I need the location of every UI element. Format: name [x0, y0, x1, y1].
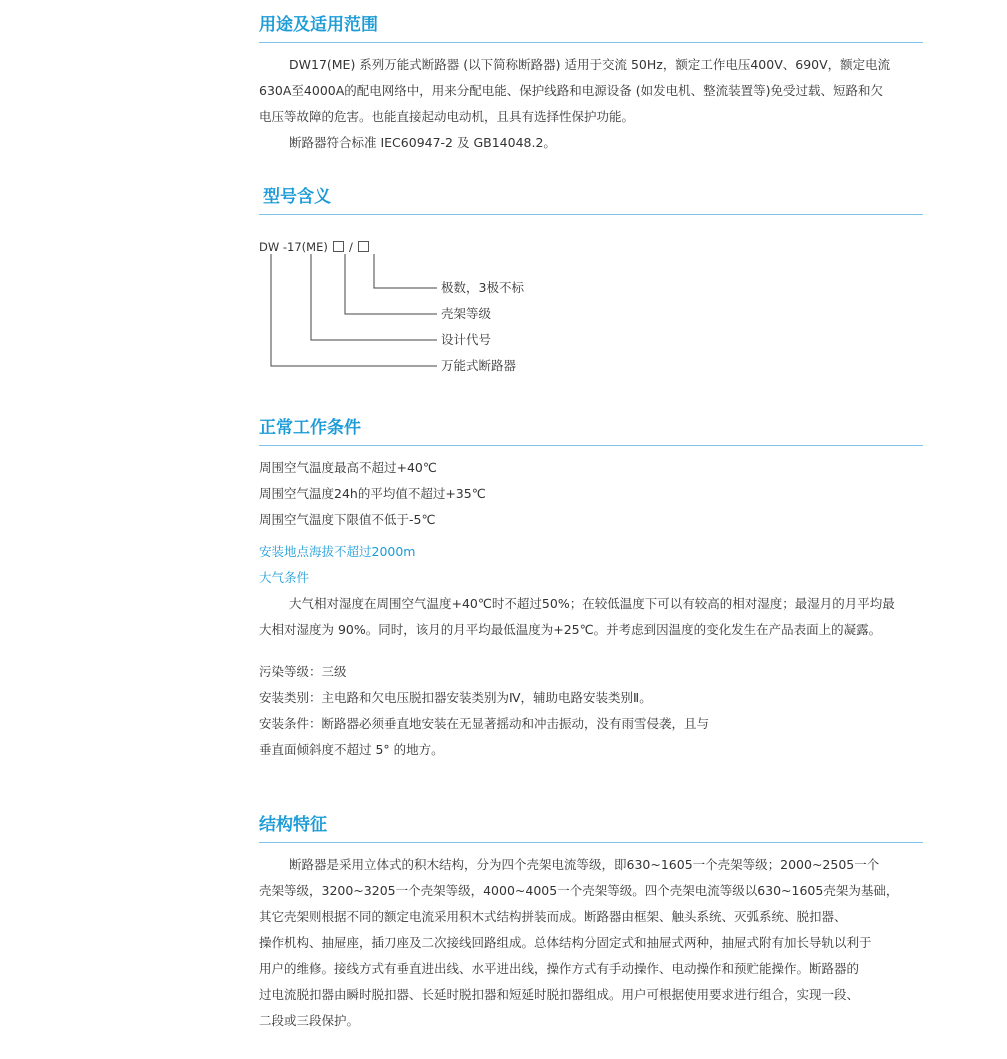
model-label-universal-breaker: 万能式断路器 — [441, 358, 517, 373]
temp-min: 周围空气温度下限值不低于-5℃ — [259, 512, 436, 527]
structure-line: 操作机构、抽屉座，插刀座及二次接线回路组成。总体结构分固定式和抽屉式两种，抽屉式附有加长导轨以利于 — [259, 935, 872, 950]
install-condition-line: 垂直面倾斜度不超过 5° 的地方。 — [259, 742, 444, 757]
divider — [259, 445, 923, 446]
structure-line: 其它壳架则根据不同的额定电流采用积木式结构拼装而成。断路器由框架、触头系统、灭弧系统、脱扣器、 — [259, 909, 847, 924]
divider — [259, 214, 923, 215]
structure-line: 过电流脱扣器由瞬时脱扣器、长延时脱扣器和短延时脱扣器组成。用户可根据使用要求进行组合，实现一段、 — [259, 987, 860, 1002]
atmosphere-line: 大相对湿度为 90%。同时，该月的月平均最低温度为+25℃。并考虑到因温度的变化发生在产品表面上的凝露。 — [259, 622, 882, 637]
install-condition-line: 安装条件：断路器必须垂直地安装在无显著摇动和冲击振动，没有雨雪侵袭，且与 — [259, 716, 710, 731]
section-usage — [259, 14, 923, 156]
section-title-model: 型号含义 — [263, 187, 331, 207]
divider — [259, 842, 923, 843]
section-title-usage: 用途及适用范围 — [259, 15, 378, 35]
model-slash: / — [349, 240, 353, 254]
section-model — [259, 186, 923, 215]
install-category: 安装类别：主电路和欠电压脱扣器安装类别为Ⅳ，辅助电路安装类别Ⅱ。 — [259, 690, 652, 705]
section-conditions — [259, 417, 923, 763]
model-label-poles: 极数，3极不标 — [441, 280, 524, 295]
divider — [259, 42, 923, 43]
usage-paragraph-line: DW17(ME) 系列万能式断路器 (以下简称断路器) 适用于交流 50Hz，额定工作电压400V、690V，额定电流 — [289, 57, 891, 72]
model-label-frame-grade: 壳架等级 — [441, 306, 492, 321]
usage-paragraph-line: 630A至4000A的配电网络中，用来分配电能、保护线路和电源设备 (如发电机、整流装置等)免受过载、短路和欠 — [259, 83, 884, 98]
structure-line: 用户的维修。接线方式有垂直进出线、水平进出线，操作方式有手动操作、电动操作和预贮能操作。断路器的 — [259, 961, 860, 976]
section-title-structure: 结构特征 — [259, 815, 327, 835]
standard-paragraph: 断路器符合标准 IEC60947-2 及 GB14048.2。 — [289, 135, 556, 150]
temp-max: 周围空气温度最高不超过+40℃ — [259, 460, 437, 475]
model-prefix: DW -17(ME) — [259, 240, 328, 254]
temp-avg: 周围空气温度24h的平均值不超过+35℃ — [259, 486, 486, 501]
atmosphere-line: 大气相对湿度在周围空气温度+40℃时不超过50%；在较低温度下可以有较高的相对湿度；最湿月的月平均最 — [289, 596, 895, 611]
structure-line: 断路器是采用立体式的积木结构，分为四个壳架电流等级，即630~1605一个壳架等级；2000~2505一个 — [289, 857, 880, 872]
model-diagram-lines — [259, 250, 459, 380]
section-structure — [259, 814, 923, 1034]
section-title-conditions: 正常工作条件 — [259, 418, 361, 438]
line-universal-breaker — [271, 254, 437, 366]
model-label-design-code: 设计代号 — [441, 332, 492, 347]
atmosphere-heading: 大气条件 — [259, 570, 310, 585]
usage-paragraph-line: 电压等故障的危害。也能直接起动电动机，且具有选择性保护功能。 — [259, 109, 635, 124]
pollution-grade: 污染等级：三级 — [259, 664, 347, 679]
line-poles — [374, 254, 437, 288]
altitude-note: 安装地点海拔不超过2000m — [259, 544, 416, 559]
line-frame-grade — [345, 254, 437, 314]
structure-line: 壳架等级，3200~3205一个壳架等级，4000~4005一个壳架等级。四个壳架电流等级以630~1605壳架为基础， — [259, 883, 899, 898]
structure-line: 二段或三段保护。 — [259, 1013, 360, 1028]
